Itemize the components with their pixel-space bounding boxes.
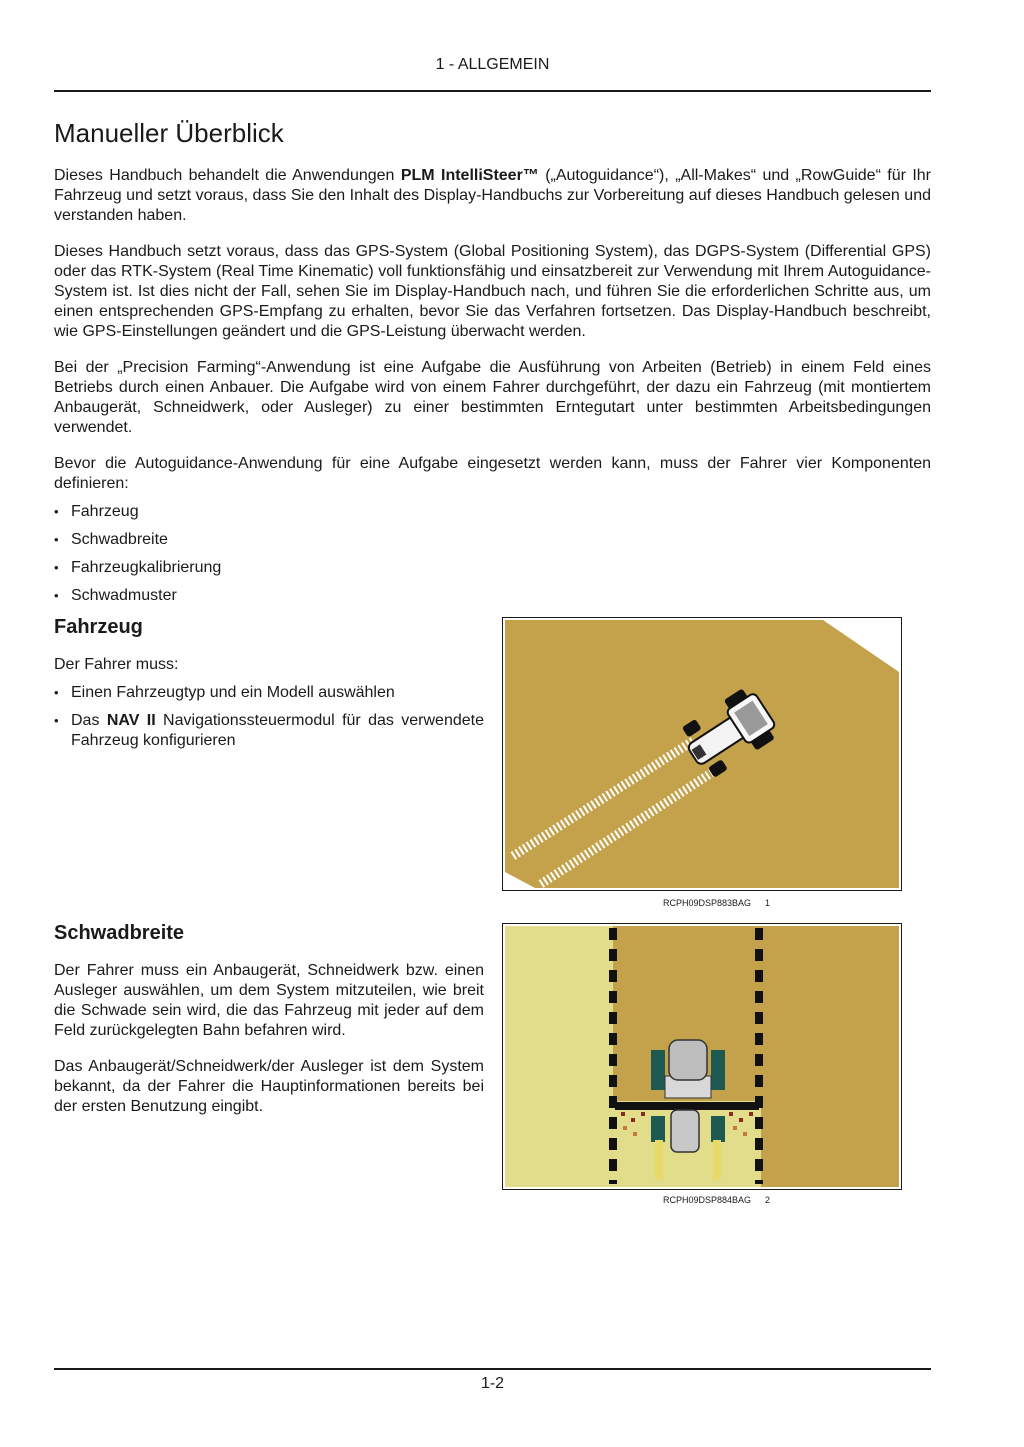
header-rule [54,90,931,92]
page-number: 1-2 [480,1375,505,1392]
product-name: PLM IntelliSteer™ [400,167,539,184]
running-header: 1 - ALLGEMEIN [435,56,550,73]
figure-1-number: 1 [765,898,771,908]
schwadbreite-paragraph-1: Der Fahrer muss ein Anbaugerät, Schneidwerk bzw. einen Ausleger auswählen, um dem System mitzuteilen, wie breit die Schwade sein wird, die das Fahrzeug mit jeder auf dem Feld zurückgelegten Bahn befahren wird. [54,962,484,1039]
list-item: • Fahrzeugkalibrierung [54,558,484,578]
swath-width-illustration [505,926,899,1187]
figure-2-number: 2 [765,1195,771,1205]
figure-tractor-field [502,617,902,891]
list-item: • Schwadbreite [54,530,484,550]
section-heading-fahrzeug: Fahrzeug [54,616,143,638]
intro-paragraph-2: Dieses Handbuch setzt voraus, dass das GPS-System (Global Positioning System), das DGPS-System (Differential GPS) oder das RTK-System (Real Time Kinematic) voll funktionsfähig und einsatzbereit zur Verwendung mit Ihrem Autoguidance-System ist. Ist dies nicht der Fall, sehen Sie im Display-Handbuch nach, und führen Sie die erforderlichen Schritte aus, um einen entsprechenden GPS-Empfang zu erhalten, bevor Sie das Verfahren fortsetzen. Das Display-Handbuch beschreibt, wie GPS-Einstellungen geändert und die GPS-Leistung überwacht werden. [54,243,931,340]
intro-paragraph-4: Bevor die Autoguidance-Anwendung für eine Aufgabe eingesetzt werden kann, muss der Fahrer vier Komponenten definieren: [54,455,931,492]
list-item: • Schwadmuster [54,586,484,606]
intro-paragraph-1: Dieses Handbuch behandelt die Anwendungen PLM IntelliSteer™ („Autoguidance“), „All-Makes“ und „RowGuide“ für Ihr Fahrzeug und setzt voraus, dass Sie den Inhalt des Display-Handbuchs zur Vorbereitung auf dieses Handbuch gelesen und verstanden haben. [54,167,932,224]
fahrzeug-lead: Der Fahrer muss: [54,656,179,673]
components-list [54,502,484,606]
list-item: • Fahrzeug [54,502,484,522]
fahrzeug-list [54,683,484,751]
intro-paragraph-3: Bei der „Precision Farming“-Anwendung ist eine Aufgabe die Ausführung von Arbeiten (Betrieb) in einem Feld eines Betriebs durch einen Anbauer. Die Aufgabe wird von einem Fahrer durchgeführt, der dazu ein Fahrzeug (mit montiertem Anbaugerät, Schneidwerk, oder Ausleger) zu einer bestimmten Erntegutart unter bestimmten Arbeitsbedingungen verwendet. [54,359,931,436]
list-item: • Das NAV II Navigationssteuermodul für das verwendete Fahrzeug konfigurieren [54,711,484,751]
module-name: NAV II [106,712,156,729]
section-heading-schwadbreite: Schwadbreite [54,922,185,944]
figure-1-code: RCPH09DSP883BAG [663,898,752,908]
schwadbreite-paragraph-2: Das Anbaugerät/Schneidwerk/der Ausleger ist dem System bekannt, da der Fahrer die Hauptinformationen bereits bei der ersten Benutzung eingibt. [54,1058,484,1115]
footer-rule [54,1368,931,1370]
figure-swath-width [502,923,902,1190]
uncut-crop-left [505,926,613,1187]
tractor-field-illustration [505,620,899,888]
list-item: • Einen Fahrzeugtyp und ein Modell auswählen [54,683,484,703]
page-title: Manueller Überblick [54,118,284,148]
figure-2-code: RCPH09DSP884BAG [663,1195,752,1205]
